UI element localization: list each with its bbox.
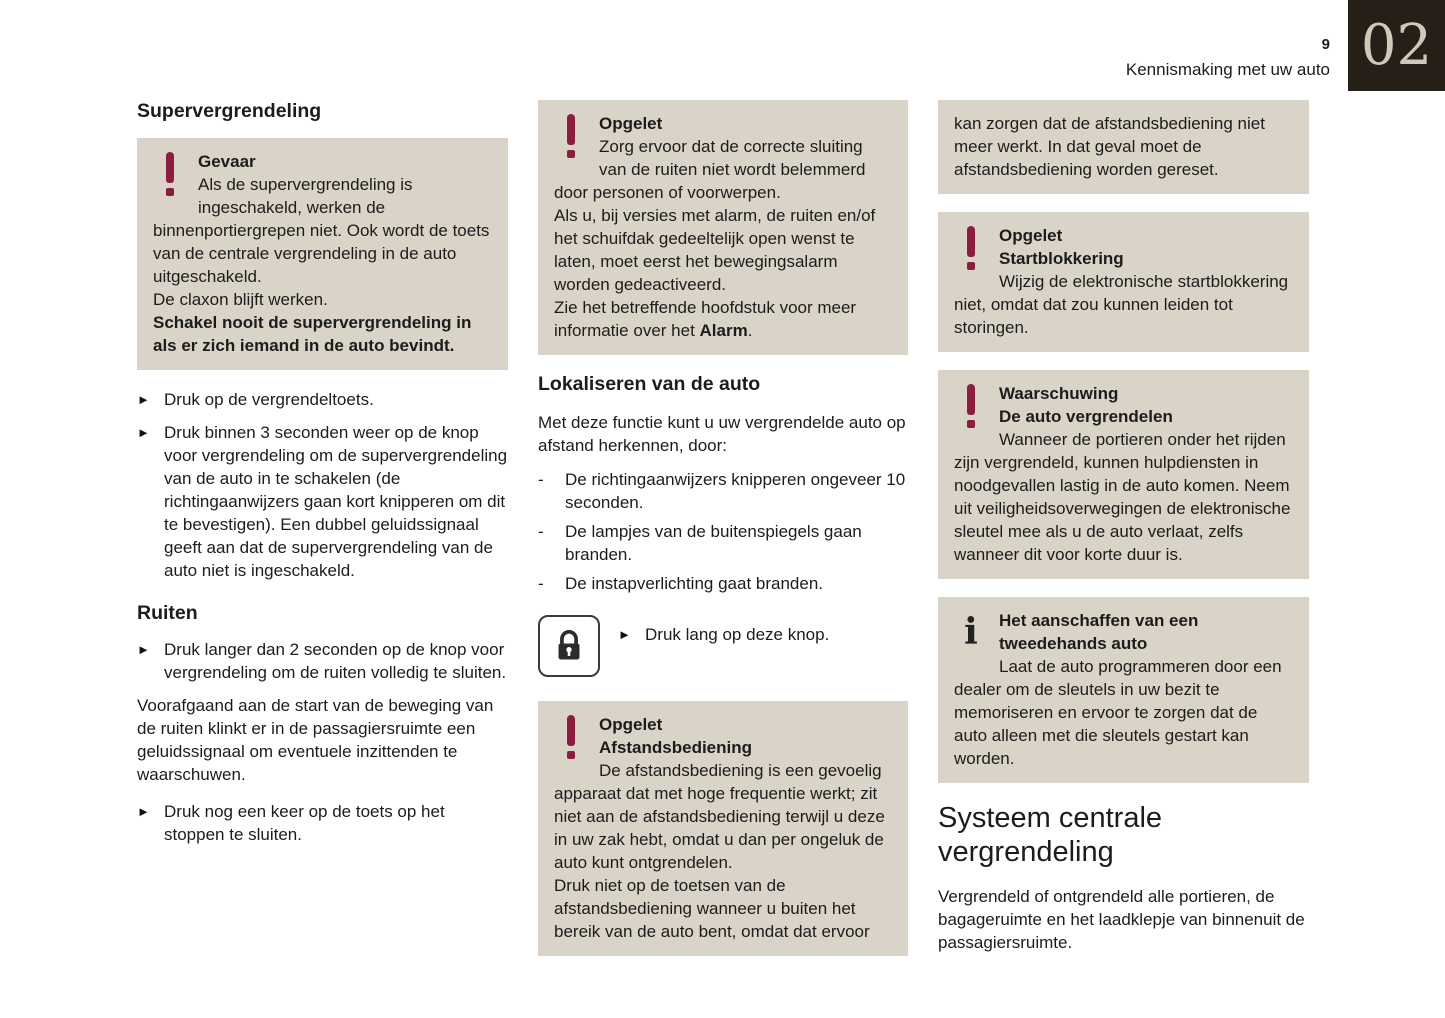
arrow-bullet-icon: ►	[137, 425, 150, 441]
list-item-text: De richtingaanwijzers knipperen ongeveer 10 seconden.	[565, 470, 906, 513]
warning-box-locking	[938, 370, 1309, 579]
danger-exclamation-icon	[155, 152, 185, 202]
caution-box-remote	[538, 701, 908, 956]
notice-paragraph: Druk niet op de toetsen van de afstandsbediening wanneer u buiten het bereik van de auto bent, omdat dat ervoor	[554, 876, 870, 942]
instruction-step	[137, 388, 508, 411]
notice-paragraph: De claxon blijft werken.	[153, 290, 328, 310]
step-text: Druk nog een keer op de toets op het stoppen te sluiten.	[164, 801, 445, 844]
instruction-step	[137, 421, 508, 582]
step-text: Druk lang op deze knop.	[645, 625, 830, 645]
notice-paragraph-bold: Schakel nooit de supervergrendeling in als er zich iemand in de auto bevindt.	[153, 313, 472, 356]
list-item-text: De lampjes van de buitenspiegels gaan branden.	[565, 522, 862, 565]
instruction-step	[137, 638, 508, 684]
info-box-secondhand	[938, 597, 1309, 783]
list-item-text: De instapverlichting gaat branden.	[565, 574, 823, 594]
notice-text-bold: Alarm	[699, 321, 748, 340]
caution-exclamation-icon	[956, 226, 986, 276]
column-1	[137, 100, 508, 974]
notice-paragraph: Zorg ervoor dat de correcte sluiting van de ruiten niet wordt belemmerd door personen of voorwerpen.	[554, 137, 866, 202]
caution-exclamation-icon	[556, 715, 586, 765]
dash-bullet-icon: -	[538, 522, 544, 542]
step-text: Druk binnen 3 seconden weer op de knop voor vergrendeling om de supervergrendeling van de auto in te schakelen (de richtingaanwijzers gaan kort knipperen om dit te bevestigen). Een dubbel geluidssignaal geeft aan dat de supervergrendeling van de auto niet is ingeschakeld.	[164, 423, 508, 581]
notice-title: Gevaar	[198, 152, 256, 172]
page-number: 9	[1321, 36, 1330, 53]
step-text: Druk op de vergrendeltoets.	[164, 390, 374, 410]
notice-title: Opgelet	[599, 715, 663, 735]
chapter-tab	[1348, 0, 1445, 91]
notice-subtitle: Startblokkering	[999, 249, 1124, 268]
caution-box-windows	[538, 100, 908, 355]
arrow-bullet-icon: ►	[137, 641, 150, 657]
notice-paragraph: De afstandsbediening is een gevoelig apparaat dat met hoge frequentie werkt; zit niet aan de afstandsbediening terwijl u deze in uw zak hebt, omdat u dan per ongeluk de auto kunt ontgrendelen.	[554, 761, 885, 873]
arrow-bullet-icon: ►	[618, 627, 631, 643]
body-paragraph: Vergrendeld of ontgrendeld alle portieren, de bagageruimte en het laadklepje van binnenuit de passagiersruimte.	[938, 887, 1305, 952]
notice-text: Zie het betreffende hoofdstuk voor meer informatie over het	[554, 298, 857, 340]
notice-title: Opgelet	[599, 114, 663, 133]
dash-bullet-icon: -	[538, 574, 544, 594]
notice-paragraph	[554, 296, 892, 342]
notice-subtitle: De auto vergrendelen	[999, 407, 1173, 426]
notice-paragraph: kan zorgen dat de afstandsbediening niet meer werkt. In dat geval moet de afstandsbediening worden gereset.	[954, 114, 1265, 179]
chapter-header-title: Kennismaking met uw auto	[1125, 60, 1330, 79]
caution-box-continuation	[938, 100, 1309, 194]
content-columns	[137, 100, 1309, 974]
body-paragraph: Met deze functie kunt u uw vergrendelde auto op afstand herkennen, door:	[538, 413, 906, 456]
instruction-step	[618, 623, 829, 646]
arrow-bullet-icon: ►	[137, 392, 150, 408]
notice-paragraph: Laat de auto programmeren door een dealer om de sleutels in uw bezit te memoriseren en ervoor te zorgen dat de auto alleen met die sleutels gestart kan worden.	[954, 657, 1282, 768]
instruction-step	[137, 800, 508, 846]
lock-button-row	[538, 615, 908, 677]
chapter-number: 02	[1360, 12, 1433, 78]
info-icon: i	[964, 611, 978, 653]
padlock-icon	[552, 627, 586, 665]
notice-title: Het aanschaffen van een tweedehands auto	[999, 611, 1199, 653]
caution-box-immobiliser	[938, 212, 1309, 352]
list-item	[538, 572, 908, 595]
step-text: Druk langer dan 2 seconden op de knop voor vergrendeling om de ruiten volledig te sluiten.	[164, 639, 507, 682]
heading-lokaliseren: Lokaliseren van de auto	[538, 373, 761, 395]
notice-paragraph: Wanneer de portieren onder het rijden zijn vergrendeld, kunnen hulpdiensten in noodgevallen lastig in de auto komen. Neem uit veiligheidsoverwegingen de elektronische sleutel mee als u de auto verlaat, zelfs wanneer dit voor korte duur is.	[954, 430, 1291, 564]
list-item	[538, 520, 908, 566]
column-2	[538, 100, 908, 974]
notice-title: Opgelet	[999, 226, 1063, 245]
lock-button-icon	[538, 615, 600, 677]
list-item	[538, 468, 908, 514]
notice-text: .	[747, 321, 753, 340]
notice-paragraph: Als u, bij versies met alarm, de ruiten en/of het schuifdak gedeeltelijk open wenst te laten, moet eerst het bewegingsalarm worden gedeactiveerd.	[554, 206, 876, 294]
notice-paragraph: Als de supervergrendeling is ingeschakeld, werken de binnenportiergrepen niet. Ook wordt de toets van de centrale vergrendeling in de auto uitgeschakeld.	[153, 175, 490, 287]
notice-paragraph: Wijzig de elektronische startblokkering niet, omdat dat zou kunnen leiden tot storingen.	[954, 272, 1289, 337]
dash-bullet-icon: -	[538, 470, 544, 490]
danger-box	[137, 138, 508, 370]
heading-supervergrendeling: Supervergrendeling	[137, 100, 322, 122]
page-header	[1126, 36, 1330, 80]
notice-subtitle: Afstandsbediening	[599, 738, 753, 758]
heading-ruiten: Ruiten	[137, 602, 198, 625]
body-paragraph: Voorafgaand aan de start van de beweging van de ruiten klinkt er in de passagiersruimte een geluidssignaal om eventuele inzittenden te waarschuwen.	[137, 695, 494, 784]
caution-exclamation-icon	[556, 114, 586, 164]
notice-title: Waarschuwing	[999, 384, 1119, 403]
warning-exclamation-icon	[956, 384, 986, 434]
arrow-bullet-icon: ►	[137, 803, 150, 819]
heading-systeem-centrale-vergrendeling: Systeem centrale vergrendeling	[938, 802, 1163, 868]
column-3	[938, 100, 1309, 974]
